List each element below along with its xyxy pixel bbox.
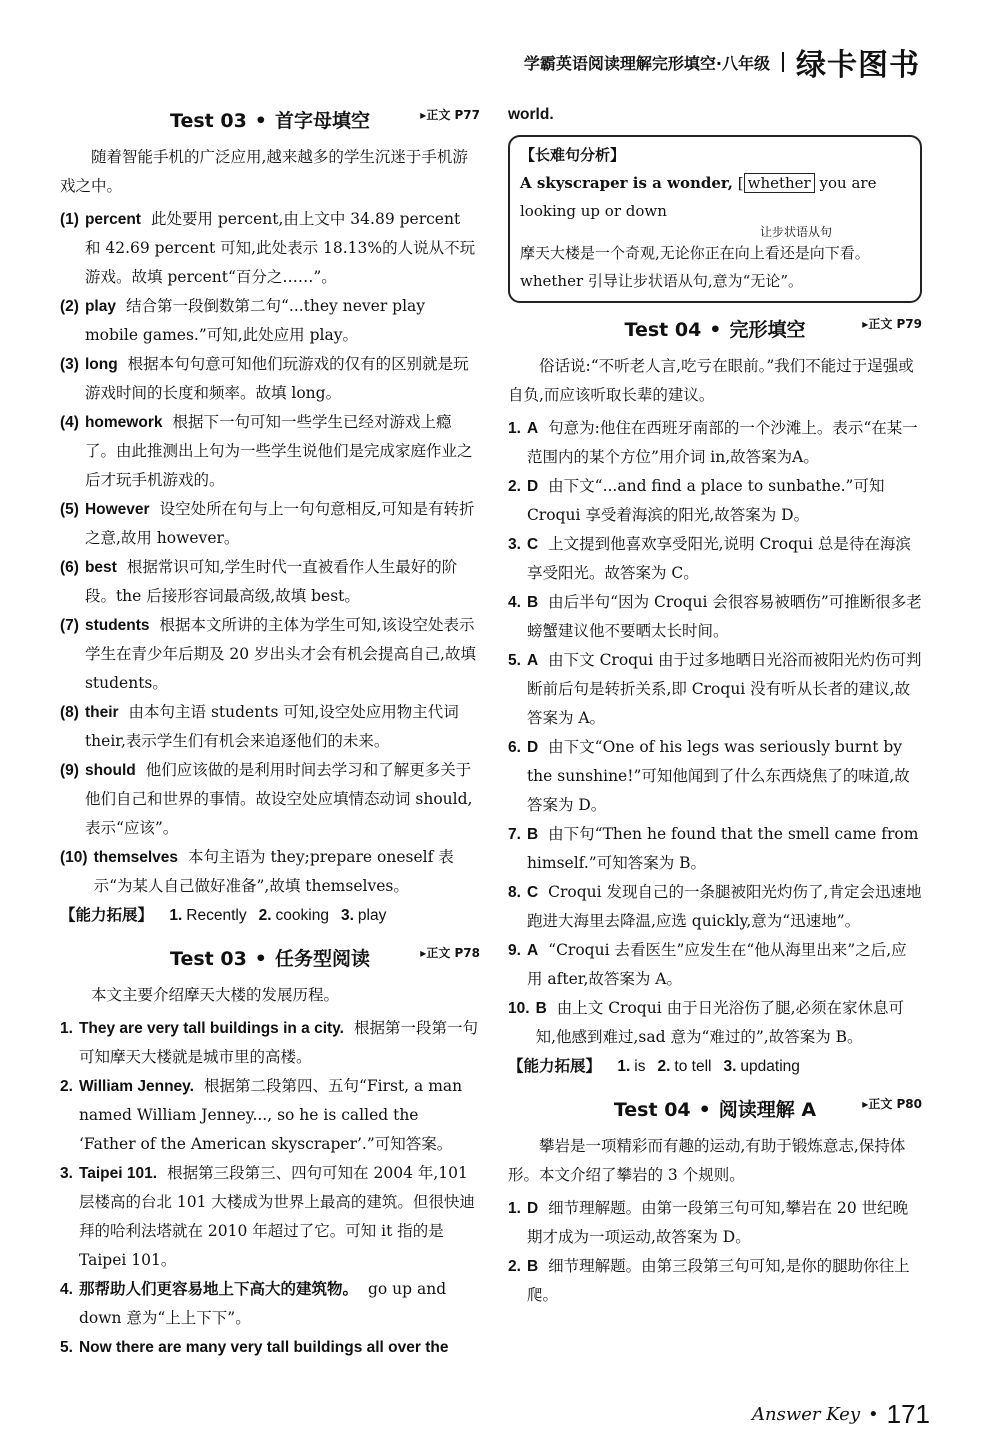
section-intro: 攀岩是一项精彩而有趣的运动,有助于锻炼意志,保持体形。本文介绍了攀岩的 3 个规则。 — [508, 1137, 906, 1184]
left-column — [60, 100, 480, 1362]
item-number: 3. — [60, 1165, 73, 1182]
page-reference: ▸正文 P80 — [862, 1097, 922, 1111]
item-explanation: 根据本文所讲的主体为学生可知,该设空处表示学生在青少年后期及 20 岁出头才会有机会提高自己,故填 students。 — [84, 616, 476, 692]
item-answer: their — [84, 704, 119, 721]
extension-value: play — [357, 907, 387, 924]
answer-list — [508, 414, 922, 1052]
item-body — [85, 611, 480, 698]
item-explanation: 根据下一句可知一些学生已经对游戏上瘾了。由此推测出上句为一些学生说他们是完成家庭作业之后才玩手机游戏的。 — [84, 413, 473, 489]
item-number: (5) — [60, 501, 79, 518]
item-answer: 那帮助人们更容易地上下高大的建筑物。 — [78, 1281, 358, 1298]
item-answer: students — [84, 617, 150, 634]
item-answer: B — [526, 594, 539, 611]
item-explanation: 由后半句“因为 Croqui 会很容易被晒伤”可推断很多老螃蟹建议他不要晒太长时间。 — [526, 593, 922, 640]
extension-answer — [617, 1058, 645, 1075]
item-body — [527, 820, 922, 878]
test-number: Test 03 — [170, 948, 247, 970]
item-number: (6) — [60, 559, 79, 576]
item-answer: A — [526, 942, 539, 959]
item-body — [527, 733, 922, 820]
extension-answer — [657, 1058, 711, 1075]
test-number: Test 04 — [624, 319, 702, 341]
analysis-translation: 摩天大楼是一个奇观,无论你正在向上看还是向下看。 — [520, 244, 870, 262]
item-explanation: 根据常识可知,学生时代一直被看作人生最好的阶段。the 后接形容词最高级,故填 best。 — [84, 558, 458, 605]
answer-item — [60, 205, 480, 292]
answer-item — [60, 1159, 480, 1275]
extension-answer — [723, 1058, 799, 1075]
item-body — [79, 1072, 480, 1159]
item-explanation: go up and down 意为“上上下下”。 — [78, 1280, 447, 1327]
item-body — [527, 1252, 922, 1310]
section-heading — [508, 1095, 922, 1122]
item-number: (2) — [60, 298, 79, 315]
extension-answer — [341, 907, 386, 924]
item-answer: However — [84, 501, 150, 518]
item-body — [85, 756, 480, 843]
answer-item — [60, 553, 480, 611]
item-number: 4. — [60, 1281, 73, 1298]
right-column — [508, 100, 922, 1310]
extension-number: 1. — [169, 907, 183, 924]
item-body — [527, 414, 922, 472]
item-explanation: 此处要用 percent,由上文中 34.89 percent 和 42.69 percent 可知,此处表示 18.13%的人说从不玩游戏。故填 percent“百分之……”。 — [84, 210, 476, 286]
page-header — [524, 40, 920, 84]
analysis-explanation: whether 引导让步状语从句,意为“无论”。 — [520, 272, 803, 290]
item-explanation: Croqui 发现自己的一条腿被阳光灼伤了,肯定会迅速地跑进大海里去降温,应选 quickly,意为“迅速地”。 — [526, 883, 922, 930]
item-number: 4. — [508, 594, 521, 611]
item-answer: D — [526, 1200, 539, 1217]
item-body — [527, 530, 922, 588]
item-number: 5. — [508, 652, 521, 669]
item-number: 2. — [508, 1258, 521, 1275]
answer-item — [508, 646, 922, 733]
item-number: 2. — [508, 478, 521, 495]
brand-logo: 绿卡图书 — [796, 48, 920, 83]
answer-item — [508, 588, 922, 646]
item-answer: best — [84, 559, 117, 576]
answer-item — [508, 820, 922, 878]
extension-label: 【能力拓展】 — [60, 907, 154, 924]
extension-value: cooking — [275, 907, 329, 924]
item-number: 8. — [508, 884, 521, 901]
answer-item — [60, 292, 480, 350]
item-number: 10. — [508, 1000, 530, 1017]
item-number: (9) — [60, 762, 79, 779]
item-body — [527, 878, 922, 936]
item-explanation: 根据第二段第四、五句“First, a man named William Jenney..., so he is called the ‘Father of the American skyscraper’.”可知答案。 — [78, 1077, 463, 1153]
answer-item — [508, 530, 922, 588]
answer-item — [508, 1252, 922, 1310]
item-answer: A — [526, 420, 539, 437]
analysis-main-clause: A skyscraper is a wonder, — [520, 174, 733, 192]
item-body — [85, 698, 480, 756]
analysis-sub-clause: you are looking up or down — [520, 174, 877, 220]
answer-item — [508, 936, 922, 994]
extension-number: 3. — [723, 1058, 737, 1075]
answer-item — [508, 733, 922, 820]
page-reference: ▸正文 P78 — [420, 946, 480, 960]
item-number: (10) — [60, 849, 88, 866]
item-explanation: 由下文 Croqui 由于过多地晒日光浴而被阳光灼伤可判断前后句是转折关系,即 Croqui 没有听从长者的建议,故答案为 A。 — [526, 651, 922, 727]
analysis-heading: 【长难句分析】 — [520, 146, 626, 164]
item-number: 1. — [508, 1200, 521, 1217]
item-number: 3. — [508, 536, 521, 553]
answer-item — [60, 1014, 480, 1072]
section-heading — [508, 315, 922, 342]
item-body — [94, 843, 480, 901]
item-explanation: 根据第三段第三、四句可知在 2004 年,101 层楼高的台北 101 大楼成为世界上最高的建筑。但很快迪拜的哈利法塔就在 2010 年超过了它。可知 it 指的是 Taipei 101。 — [78, 1164, 475, 1269]
answer-item — [508, 414, 922, 472]
answer-item — [60, 495, 480, 553]
answer-item — [508, 1194, 922, 1252]
item-body — [85, 495, 480, 553]
item-explanation: 根据本句句意可知他们玩游戏的仅有的区别就是玩游戏时间的长度和频率。故填 long。 — [84, 355, 469, 402]
item-answer: play — [84, 298, 116, 315]
item-body — [527, 936, 922, 994]
item-explanation: “Croqui 去看医生”应发生在“他从海里出来”之后,应用 after,故答案为 A。 — [526, 941, 907, 988]
analysis-sentence: A skyscraper is a wonder, [ whether you are looking up or down — [520, 174, 877, 220]
bullet-icon: • — [867, 1404, 879, 1425]
page-reference: ▸正文 P79 — [862, 317, 922, 331]
page-number: 171 — [886, 1399, 930, 1429]
answer-list — [60, 205, 480, 901]
item-explanation: 细节理解题。由第三段第三句可知,是你的腿助你往上爬。 — [526, 1257, 910, 1304]
item-body — [536, 994, 922, 1052]
extension-answers — [605, 1058, 800, 1075]
bullet-icon: • — [709, 319, 722, 341]
section-heading — [60, 106, 480, 133]
item-answer: Now there are many very tall buildings all over the — [78, 1339, 449, 1356]
answer-item — [60, 843, 480, 901]
answer-key-label: Answer Key — [751, 1404, 860, 1425]
item-number: (1) — [60, 211, 79, 228]
answer-item — [508, 994, 922, 1052]
item-answer: B — [535, 1000, 547, 1017]
answer-item — [60, 756, 480, 843]
item-explanation: 由上文 Croqui 由于日光浴伤了腿,必须在家休息可知,他感到难过,sad 意为“难过的”,故答案为 B。 — [535, 999, 905, 1046]
item-explanation: 根据第一段第一句可知摩天大楼就是城市里的高楼。 — [78, 1019, 478, 1066]
item-answer: themselves — [93, 849, 179, 866]
item-explanation: 由本句主语 students 可知,设空处应用物主代词 their,表示学生们有机会来追逐他们的未来。 — [84, 703, 459, 750]
extension-value: is — [634, 1058, 646, 1075]
bullet-icon: • — [254, 948, 267, 970]
item-answer: Taipei 101. — [78, 1165, 158, 1182]
item-explanation: 由下文“...and find a place to sunbathe.”可知 Croqui 享受着海滨的阳光,故答案为 D。 — [526, 477, 885, 524]
item-body — [85, 205, 480, 292]
extension-number: 2. — [258, 907, 272, 924]
item-answer: percent — [84, 211, 141, 228]
sentence-analysis-box — [508, 135, 922, 303]
item-answer: should — [84, 762, 136, 779]
section-intro: 本文主要介绍摩天大楼的发展历程。 — [91, 986, 340, 1004]
item-number: (8) — [60, 704, 79, 721]
item-answer: B — [526, 826, 539, 843]
bullet-icon: • — [254, 110, 267, 132]
item-number: (3) — [60, 356, 79, 373]
test-number: Test 03 — [170, 110, 247, 132]
ability-extension — [60, 901, 480, 930]
item-number: 1. — [60, 1020, 73, 1037]
item-answer: D — [526, 739, 539, 756]
item-answer: B — [526, 1258, 539, 1275]
extension-value: Recently — [186, 907, 247, 924]
item-body — [527, 472, 922, 530]
test-number: Test 04 — [613, 1099, 691, 1121]
item-number: 9. — [508, 942, 521, 959]
header-divider — [782, 52, 784, 72]
extension-number: 1. — [617, 1058, 631, 1075]
continued-text: world. — [508, 106, 554, 123]
page-footer — [752, 1399, 930, 1430]
ability-extension — [508, 1052, 922, 1081]
answer-item — [60, 698, 480, 756]
item-explanation: 本句主语为 they;prepare oneself 表示“为某人自己做好准备”,故填 themselves。 — [93, 848, 454, 895]
item-answer: C — [526, 884, 539, 901]
item-body — [79, 1333, 480, 1362]
item-body — [85, 292, 480, 350]
item-body — [79, 1275, 480, 1333]
extension-label: 【能力拓展】 — [508, 1058, 602, 1075]
section-heading — [60, 944, 480, 971]
page-reference: ▸正文 P77 — [420, 108, 480, 122]
bullet-icon: • — [698, 1099, 711, 1121]
extension-value: updating — [740, 1058, 800, 1075]
item-body — [85, 408, 480, 495]
item-answer: A — [526, 652, 539, 669]
answer-item — [508, 878, 922, 936]
section-type: 阅读理解 A — [718, 1099, 817, 1121]
item-body — [527, 588, 922, 646]
item-number: 2. — [60, 1078, 73, 1095]
answer-item — [60, 350, 480, 408]
answer-item — [508, 472, 922, 530]
answer-item — [60, 1333, 480, 1362]
answer-item — [60, 408, 480, 495]
extension-number: 2. — [657, 1058, 671, 1075]
extension-answer — [259, 907, 329, 924]
item-body — [79, 1159, 480, 1275]
highlighted-word: whether — [744, 173, 815, 193]
answer-item — [60, 611, 480, 698]
item-explanation: 他们应该做的是利用时间去学习和了解更多关于他们自己和世界的事情。故设空处应填情态动词 should,表示“应该”。 — [84, 761, 473, 837]
extension-value: to tell — [674, 1058, 712, 1075]
item-answer: C — [526, 536, 539, 553]
section-intro: 随着智能手机的广泛应用,越来越多的学生沉迷于手机游戏之中。 — [60, 148, 468, 195]
item-number: 7. — [508, 826, 521, 843]
item-answer: long — [84, 356, 118, 373]
item-body — [527, 1194, 922, 1252]
item-answer: They are very tall buildings in a city. — [78, 1020, 344, 1037]
item-number: 5. — [60, 1339, 73, 1356]
extension-answers — [157, 907, 386, 924]
item-explanation: 结合第一段倒数第二句“...they never play mobile games.”可知,此处应用 play。 — [84, 297, 426, 344]
item-number: 6. — [508, 739, 521, 756]
item-number: (4) — [60, 414, 79, 431]
section-intro: 俗话说:“不听老人言,吃亏在眼前。”我们不能过于逞强或自负,而应该听取长辈的建议。 — [508, 357, 914, 404]
answer-list — [60, 1014, 480, 1362]
item-answer: homework — [84, 414, 163, 431]
series-title: 学霸英语阅读理解完形填空·八年级 — [523, 53, 770, 73]
item-body — [85, 350, 480, 408]
answer-list — [508, 1194, 922, 1310]
item-explanation: 细节理解题。由第一段第三句可知,攀岩在 20 世纪晚期才成为一项运动,故答案为 D。 — [526, 1199, 909, 1246]
answer-item — [60, 1275, 480, 1333]
item-answer: D — [526, 478, 539, 495]
item-body — [85, 553, 480, 611]
answer-item — [60, 1072, 480, 1159]
item-number: (7) — [60, 617, 79, 634]
item-explanation: 上文提到他喜欢享受阳光,说明 Croqui 总是待在海滨享受阳光。故答案为 C。 — [526, 535, 911, 582]
item-explanation: 由下句“Then he found that the smell came from himself.”可知答案为 B。 — [526, 825, 919, 872]
continued-answer — [508, 100, 922, 129]
item-answer: William Jenney. — [78, 1078, 194, 1095]
clause-note: 让步状语从句 — [760, 225, 833, 239]
extension-answer — [169, 907, 246, 924]
section-type: 完形填空 — [729, 319, 806, 341]
item-explanation: 句意为:他住在西班牙南部的一个沙滩上。表示“在某一范围内的某个方位”用介词 in,故答案为A。 — [526, 419, 918, 466]
item-explanation: 由下文“One of his legs was seriously burnt by the sunshine!”可知他闻到了什么东西烧焦了的味道,故答案为 D。 — [526, 738, 910, 814]
section-type: 任务型阅读 — [274, 948, 370, 970]
item-number: 1. — [508, 420, 521, 437]
extension-number: 3. — [340, 907, 354, 924]
item-body — [79, 1014, 480, 1072]
item-explanation: 设空处所在句与上一句句意相反,可知是有转折之意,故用 however。 — [84, 500, 475, 547]
section-type: 首字母填空 — [274, 110, 370, 132]
item-body — [527, 646, 922, 733]
